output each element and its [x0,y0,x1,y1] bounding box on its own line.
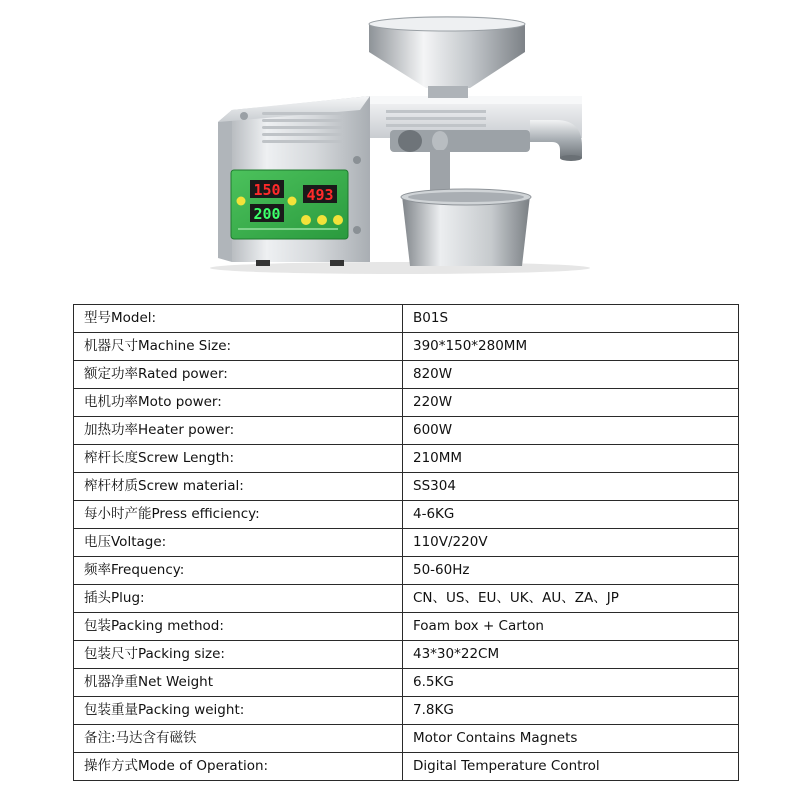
spec-label: 备注:马达含有磁铁 [74,725,403,753]
spec-label: 型号Model: [74,305,403,333]
spec-label: 包装Packing method: [74,613,403,641]
spec-value: 820W [403,361,739,389]
table-row [74,669,739,697]
spec-value: Foam box + Carton [403,613,739,641]
spec-value: 6.5KG [403,669,739,697]
spec-value: 390*150*280MM [403,333,739,361]
table-row [74,529,739,557]
spec-label: 包装尺寸Packing size: [74,641,403,669]
spec-value: 50-60Hz [403,557,739,585]
spec-label: 榨杆长度Screw Length: [74,445,403,473]
spec-label: 机器尺寸Machine Size: [74,333,403,361]
table-row [74,557,739,585]
hopper [369,16,525,98]
press-head [370,96,582,190]
spec-value: 110V/220V [403,529,739,557]
power-button-icon [301,215,311,225]
table-row [74,697,739,725]
table-row [74,725,739,753]
table-row [74,333,739,361]
spec-label: 频率Frequency: [74,557,403,585]
table-row [74,585,739,613]
play-button-icon [317,215,327,225]
oil-collecting-cup [401,189,531,266]
spec-label: 操作方式Mode of Operation: [74,753,403,781]
mode-button-icon [333,215,343,225]
spec-value: Motor Contains Magnets [403,725,739,753]
spec-value: Digital Temperature Control [403,753,739,781]
spec-value: B01S [403,305,739,333]
product-image [0,0,800,290]
spec-value: CN、US、EU、UK、AU、ZA、JP [403,585,739,613]
spec-value: 210MM [403,445,739,473]
left-display-top-value: 150 [253,181,281,199]
spec-value: 4-6KG [403,501,739,529]
left-button-icon [237,197,246,206]
spec-label: 加热功率Heater power: [74,417,403,445]
table-row [74,641,739,669]
table-row [74,445,739,473]
spec-value: 220W [403,389,739,417]
table-row [74,501,739,529]
control-panel [231,170,348,239]
spec-label: 包装重量Packing weight: [74,697,403,725]
spec-label: 插头Plug: [74,585,403,613]
spec-value: 600W [403,417,739,445]
oil-press-machine-illustration [0,0,800,290]
table-row [74,389,739,417]
spec-value: SS304 [403,473,739,501]
table-row [74,305,739,333]
spec-label: 电机功率Moto power: [74,389,403,417]
spec-label: 每小时产能Press efficiency: [74,501,403,529]
right-button-icon [288,197,297,206]
spec-value: 43*30*22CM [403,641,739,669]
spec-value: 7.8KG [403,697,739,725]
specification-table [73,304,739,781]
spec-label: 机器净重Net Weight [74,669,403,697]
spec-label: 榨杆材质Screw material: [74,473,403,501]
spec-label: 电压Voltage: [74,529,403,557]
table-row [74,417,739,445]
spec-label: 额定功率Rated power: [74,361,403,389]
table-row [74,361,739,389]
right-display-value: 493 [306,186,334,204]
left-display-bottom-value: 200 [253,205,281,223]
table-row [74,613,739,641]
table-row [74,753,739,781]
table-row [74,473,739,501]
